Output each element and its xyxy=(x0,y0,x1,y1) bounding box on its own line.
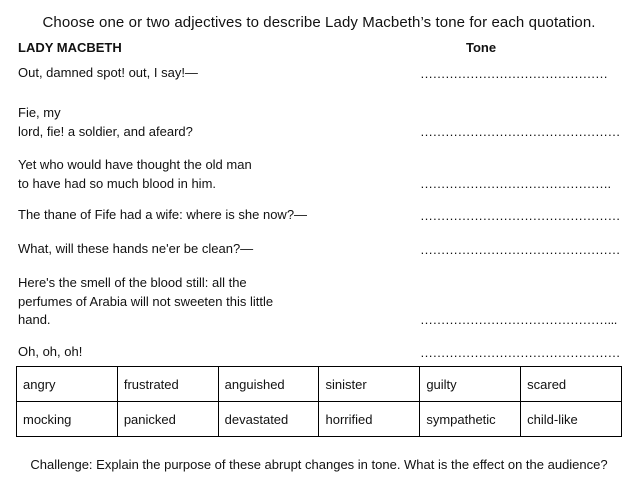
answer-line-2[interactable]: ………………………………………… xyxy=(420,124,620,139)
answer-line-1[interactable]: ……………………………………… xyxy=(420,66,608,81)
character-heading: LADY MACBETH xyxy=(18,40,122,55)
word-bank-cell: scared xyxy=(521,367,622,402)
word-bank-cell: sympathetic xyxy=(420,402,521,437)
quote-3: Yet who would have thought the old man to have had so much blood in him. xyxy=(18,157,252,191)
answer-line-6[interactable]: ………………………………………... xyxy=(420,312,617,327)
answer-line-4[interactable]: ………………………………………… xyxy=(420,208,620,223)
quote-6: Here's the smell of the blood still: all the perfumes of Arabia will not sweeten this little hand. xyxy=(18,275,274,327)
word-bank-cell: angry xyxy=(17,367,118,402)
word-bank-cell: horrified xyxy=(319,402,420,437)
quote-4: The thane of Fife had a wife: where is she now?— xyxy=(18,207,308,222)
word-bank-table xyxy=(16,366,622,437)
word-bank-cell: sinister xyxy=(319,367,420,402)
worksheet-title: Choose one or two adjectives to describe Lady Macbeth’s tone for each quotation. xyxy=(42,14,596,31)
challenge-prompt: Challenge: Explain the purpose of these abrupt changes in tone. What is the effect on the audience? xyxy=(30,457,608,472)
quote-5: What, will these hands ne'er be clean?— xyxy=(18,241,254,256)
answer-line-3[interactable]: ………………………………………. xyxy=(420,176,611,191)
word-bank-row xyxy=(17,367,622,402)
quote-1: Out, damned spot! out, I say!— xyxy=(18,65,198,80)
word-bank-cell: mocking xyxy=(17,402,118,437)
word-bank-cell: devastated xyxy=(218,402,319,437)
quote-7: Oh, oh, oh! xyxy=(18,344,83,359)
quote-2: Fie, my lord, fie! a soldier, and afeard? xyxy=(18,105,193,139)
word-bank-cell: frustrated xyxy=(117,367,218,402)
answer-line-5[interactable]: ………………………………………… xyxy=(420,242,620,257)
word-bank-cell: anguished xyxy=(218,367,319,402)
answer-line-7[interactable]: ………………………………………… xyxy=(420,345,620,360)
word-bank-cell: panicked xyxy=(117,402,218,437)
tone-heading: Tone xyxy=(466,40,497,55)
word-bank-row xyxy=(17,402,622,437)
word-bank-cell: guilty xyxy=(420,367,521,402)
word-bank-cell: child-like xyxy=(521,402,622,437)
